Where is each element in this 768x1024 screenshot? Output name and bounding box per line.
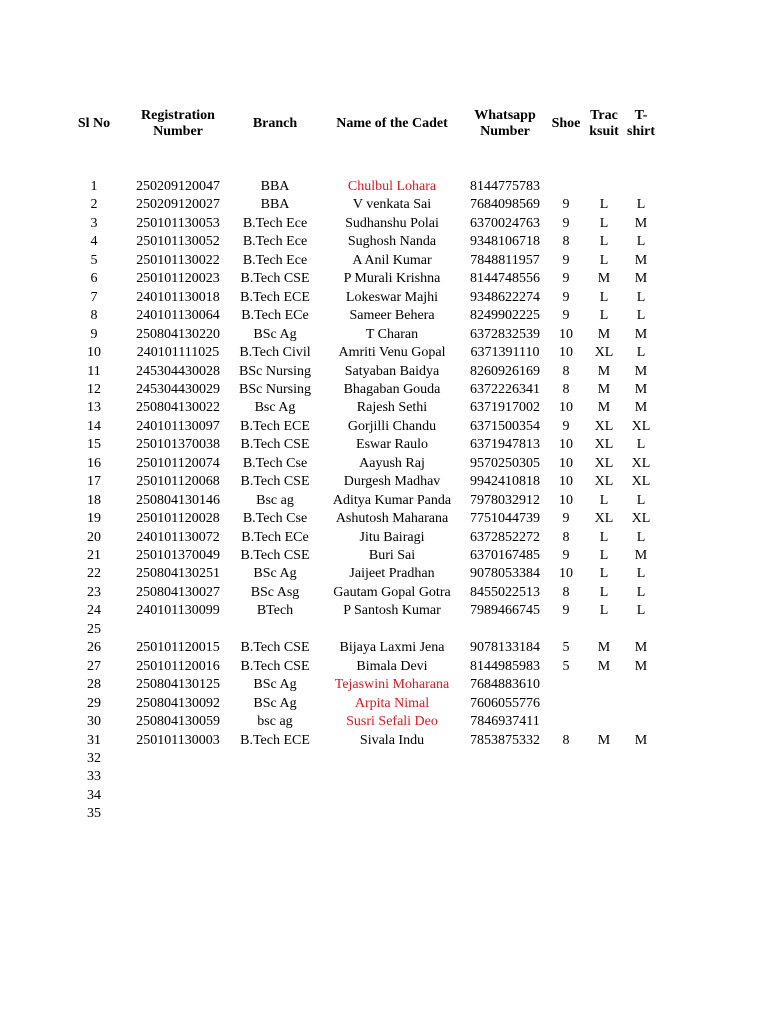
header-tshirt-line: T- [634,108,648,123]
cell-sl: 1 [90,179,98,194]
cell-tshirt: L [636,345,646,361]
cell-name: Chulbul Lohara [347,179,437,194]
cell-whatsapp: 6371917002 [470,400,540,416]
cell-branch: B.Tech ECe [241,308,309,324]
cell-branch: B.Tech Ece [242,252,308,268]
cell-sl: 29 [87,695,101,711]
cell-sl: 25 [87,621,101,637]
cell-branch: Bsc Ag [254,400,296,416]
cell-tracksuit: L [599,197,609,213]
cell-whatsapp: 9570250305 [470,455,540,471]
cell-sl: 3 [90,215,98,231]
cell-branch: B.Tech CSE [240,474,310,490]
cell-shoe: 9 [562,548,570,563]
cell-sl: 6 [90,271,98,287]
cell-shoe: 10 [559,474,573,490]
cell-reg: 250101130022 [136,252,220,268]
cell-reg: 250101120068 [136,474,220,490]
header-tracksuit [589,108,619,140]
cell-name: Buri Sai [368,548,416,563]
header-branch [253,116,297,132]
cell-branch: Bsc ag [256,492,294,508]
cell-name: Bhagaban Gouda [343,381,441,397]
cell-reg: 250101120015 [136,640,220,656]
cell-whatsapp: 9348622274 [470,289,540,305]
cell-sl: 20 [87,529,101,545]
cell-shoe: 8 [562,234,570,250]
cell-reg: 250209120047 [136,179,220,194]
cell-tshirt: M [634,326,648,342]
cell-reg: 250804130027 [136,584,220,600]
cell-reg: 250101130052 [136,234,220,250]
cell-branch: B.Tech ECE [240,418,310,434]
cell-tracksuit: M [597,640,611,656]
header-reg-line: Number [153,124,203,139]
cell-name: Bijaya Laxmi Jena [339,640,445,656]
cell-branch: B.Tech ECE [240,289,310,305]
cell-sl: 32 [87,750,101,766]
cell-tracksuit: L [599,308,609,324]
cell-reg: 250101120016 [136,658,220,674]
cell-shoe: 5 [562,640,570,656]
cell-name: Sameer Behera [349,308,435,324]
cell-name: P Santosh Kumar [343,603,441,619]
cell-tshirt: L [636,234,646,250]
cell-shoe: 10 [559,437,573,453]
cell-tshirt: L [636,584,646,600]
cell-name: Rajesh Sethi [356,400,428,416]
cell-whatsapp: 7684098569 [470,197,540,213]
cell-whatsapp: 8249902225 [470,308,540,324]
cell-sl: 11 [87,363,101,379]
cell-whatsapp: 6370167485 [470,548,540,563]
cell-tshirt: L [636,492,646,508]
cell-branch: BSc Ag [253,326,297,342]
header-whatsapp-line: Whatsapp [474,108,536,123]
cell-shoe: 9 [562,308,570,324]
cell-name: Jitu Bairagi [359,529,425,545]
cell-tracksuit: L [599,289,609,305]
cell-reg: 250101130003 [136,732,220,748]
cell-reg: 250804130092 [136,695,220,711]
cell-whatsapp: 8144748556 [470,271,540,287]
cell-whatsapp: 7853875332 [470,732,540,748]
cell-tshirt: L [636,289,646,305]
cell-shoe: 9 [562,197,570,213]
cell-tracksuit: XL [594,345,614,361]
cell-whatsapp: 8144985983 [470,658,540,674]
cell-branch: BSc Nursing [239,381,311,397]
header-tshirt-line: shirt [627,124,655,139]
cell-tshirt: XL [631,474,651,490]
cell-shoe: 10 [559,326,573,342]
cell-whatsapp: 7848811957 [470,252,540,268]
cell-reg: 240101130099 [136,603,220,619]
cell-shoe: 5 [562,658,570,674]
cell-whatsapp: 7751044739 [470,511,540,527]
header-shoe-line: Shoe [551,116,581,131]
cell-tshirt: L [636,308,646,324]
cell-name: Susri Sefali Deo [346,714,438,730]
cell-sl: 30 [87,714,101,730]
header-branch-line: Branch [252,116,298,131]
cell-shoe: 8 [562,584,570,600]
header-shoe [552,116,581,132]
cell-whatsapp: 6372226341 [470,381,540,397]
cell-tshirt: L [636,603,646,619]
cell-tshirt: M [634,400,648,416]
cell-sl: 13 [87,400,101,416]
cell-tracksuit: XL [594,437,614,453]
cell-whatsapp: 8260926169 [470,363,540,379]
cell-whatsapp: 9942410818 [470,474,540,490]
cell-branch: B.Tech Ece [242,234,308,250]
cell-tracksuit: M [597,271,611,287]
cell-shoe: 8 [562,363,570,379]
cell-shoe: 8 [562,732,570,748]
cell-whatsapp: 7989466745 [470,603,540,619]
cell-shoe: 9 [562,603,570,619]
header-whatsapp-line: Number [480,124,530,139]
cell-shoe: 8 [562,381,570,397]
cell-name: A Anil Kumar [352,252,432,268]
cell-whatsapp: 7606055776 [470,695,540,711]
cell-reg: 250101120074 [136,455,220,471]
cell-branch: B.Tech CSE [240,658,310,674]
header-slno [78,116,110,132]
header-name-line: Name of the Cadet [336,116,448,131]
cell-branch: BSc Ag [253,677,297,693]
header-whatsapp [474,108,535,140]
cell-name: Aayush Raj [359,455,425,471]
cell-reg: 250101370038 [136,437,220,453]
cell-branch: bsc ag [257,714,293,730]
cell-shoe: 10 [559,400,573,416]
cell-name: Jaijeet Pradhan [349,566,435,582]
cell-name: V venkata Sai [352,197,432,213]
cell-tracksuit: M [597,381,611,397]
cell-name: Sudhanshu Polai [345,215,439,231]
cell-reg: 240101111025 [136,345,220,361]
cell-tshirt: M [634,640,648,656]
cell-shoe: 9 [562,511,570,527]
cell-name: Amriti Venu Gopal [338,345,446,361]
cell-shoe: 9 [562,252,570,268]
cell-tracksuit: XL [594,511,614,527]
cell-sl: 12 [87,381,101,397]
cell-sl: 10 [87,345,101,361]
cell-branch: B.Tech ECE [240,732,310,748]
cell-name: Satyaban Baidya [344,363,440,379]
cell-shoe: 10 [559,566,573,582]
cell-branch: B.Tech CSE [240,271,310,287]
cell-whatsapp: 8144775783 [470,179,540,194]
cell-branch: B.Tech Cse [242,455,308,471]
cell-name: Eswar Raulo [356,437,428,453]
cell-sl: 2 [90,197,98,213]
cell-sl: 27 [87,658,101,674]
cell-whatsapp: 6371500354 [470,418,540,434]
cell-sl: 23 [87,584,101,600]
cell-reg: 250101370049 [136,548,220,563]
cell-sl: 8 [90,308,98,324]
cell-reg: 240101130097 [136,418,220,434]
cell-branch: B.Tech Cse [242,511,308,527]
cell-tshirt: M [634,658,648,674]
header-slno-line: Sl No [77,116,111,131]
cell-sl: 5 [90,252,98,268]
cell-whatsapp: 8455022513 [470,584,540,600]
cell-tshirt: M [634,215,648,231]
cell-sl: 17 [87,474,101,490]
cell-reg: 250804130059 [136,714,220,730]
cell-sl: 31 [87,732,101,748]
cell-branch: B.Tech CSE [240,640,310,656]
cell-name: Sivala Indu [359,732,425,748]
cell-sl: 18 [87,492,101,508]
cell-reg: 240101130064 [136,308,220,324]
cell-tracksuit: XL [594,418,614,434]
cell-tshirt: M [634,548,648,563]
cell-shoe: 9 [562,215,570,231]
cell-sl: 28 [87,677,101,693]
cell-name: Gorjilli Chandu [347,418,437,434]
cell-branch: BBA [260,197,290,213]
cell-tracksuit: L [599,234,609,250]
cell-whatsapp: 6370024763 [470,215,540,231]
cell-tshirt: L [636,197,646,213]
cell-branch: B.Tech Ece [242,215,308,231]
cell-sl: 19 [87,511,101,527]
header-reg-line: Registration [141,108,215,123]
cell-reg: 250804130125 [136,677,220,693]
cell-name: Aditya Kumar Panda [332,492,452,508]
cell-tracksuit: L [599,566,609,582]
cell-branch: B.Tech Civil [239,345,311,361]
cell-shoe: 10 [559,492,573,508]
cell-reg: 245304430028 [136,363,220,379]
cell-branch: BSc Ag [253,695,297,711]
cell-shoe: 10 [559,455,573,471]
cell-whatsapp: 7684883610 [470,677,540,693]
cell-reg: 250101120023 [136,271,220,287]
cell-shoe: 9 [562,289,570,305]
header-tracksuit-line: Trac [590,108,618,123]
cell-tracksuit: XL [594,455,614,471]
cell-whatsapp: 6371947813 [470,437,540,453]
header-reg [141,108,215,140]
cell-tracksuit: L [599,529,609,545]
cell-sl: 9 [90,326,98,342]
cell-reg: 240101130018 [136,289,220,305]
cell-name: Tejaswini Moharana [334,677,450,693]
cell-tracksuit: L [599,584,609,600]
header-tshirt [627,108,655,140]
cell-shoe: 10 [559,345,573,361]
cell-tracksuit: L [599,548,609,563]
cell-name: P Murali Krishna [343,271,441,287]
cell-tshirt: M [634,252,648,268]
cell-branch: B.Tech CSE [240,548,310,563]
cell-sl: 33 [87,769,101,785]
cell-tshirt: M [634,363,648,379]
cell-sl: 16 [87,455,101,471]
cell-name: Sughosh Nanda [347,234,437,250]
cell-branch: BSc Nursing [239,363,311,379]
cell-reg: 250101120028 [136,511,220,527]
cell-tracksuit: L [599,603,609,619]
cell-tshirt: XL [631,418,651,434]
cell-reg: 240101130072 [136,529,220,545]
header-name [336,116,448,132]
cell-reg: 245304430029 [136,381,220,397]
cell-name: T Charan [365,326,419,342]
cell-whatsapp: 9348106718 [470,234,540,250]
cell-tracksuit: L [599,252,609,268]
cell-tshirt: M [634,732,648,748]
cell-tshirt: M [634,271,648,287]
cell-sl: 14 [87,418,101,434]
cell-tshirt: XL [631,455,651,471]
cell-reg: 250804130146 [136,492,220,508]
cell-sl: 24 [87,603,101,619]
cell-tracksuit: M [597,326,611,342]
cell-sl: 7 [90,289,98,305]
cell-name: Lokeswar Majhi [345,289,439,305]
cell-reg: 250804130022 [136,400,220,416]
cell-tshirt: L [636,566,646,582]
cell-name: Ashutosh Maharana [335,511,449,527]
cell-whatsapp: 6372852272 [470,529,540,545]
cell-whatsapp: 6371391110 [470,345,540,361]
cell-shoe: 8 [562,529,570,545]
cell-tshirt: L [636,437,646,453]
cell-tracksuit: L [599,215,609,231]
cell-branch: BBA [260,179,290,194]
cell-whatsapp: 9078133184 [470,640,540,656]
cell-whatsapp: 9078053384 [470,566,540,582]
cell-branch: BSc Ag [253,566,297,582]
cell-shoe: 9 [562,271,570,287]
cell-branch: BSc Asg [250,584,300,600]
cell-branch: BTech [256,603,294,619]
header-tracksuit-line: ksuit [589,124,619,139]
cell-name: Gautam Gopal Gotra [333,584,451,600]
cell-tracksuit: L [599,492,609,508]
cell-shoe: 9 [562,418,570,434]
cell-reg: 250101130053 [136,215,220,231]
cell-whatsapp: 7846937411 [470,714,540,730]
cell-sl: 15 [87,437,101,453]
cell-sl: 21 [87,548,101,563]
cell-reg: 250209120027 [136,197,220,213]
cell-whatsapp: 7978032912 [470,492,540,508]
cell-whatsapp: 6372832539 [470,326,540,342]
cell-name: Durgesh Madhav [343,474,441,490]
cell-sl: 26 [87,640,101,656]
cell-reg: 250804130251 [136,566,220,582]
cell-tshirt: M [634,381,648,397]
cell-name: Arpita Nimal [354,695,430,711]
cell-branch: B.Tech CSE [240,437,310,453]
cell-reg: 250804130220 [136,326,220,342]
cell-branch: B.Tech ECe [241,529,309,545]
cell-tshirt: L [636,529,646,545]
cell-tracksuit: M [597,363,611,379]
cell-tracksuit: M [597,732,611,748]
cell-sl: 22 [87,566,101,582]
cell-tracksuit: M [597,400,611,416]
cell-sl: 4 [90,234,98,250]
cell-tracksuit: M [597,658,611,674]
cell-tshirt: XL [631,511,651,527]
cell-name: Bimala Devi [356,658,428,674]
cell-sl: 35 [87,806,101,822]
cell-sl: 34 [87,787,101,803]
cell-tracksuit: XL [594,474,614,490]
